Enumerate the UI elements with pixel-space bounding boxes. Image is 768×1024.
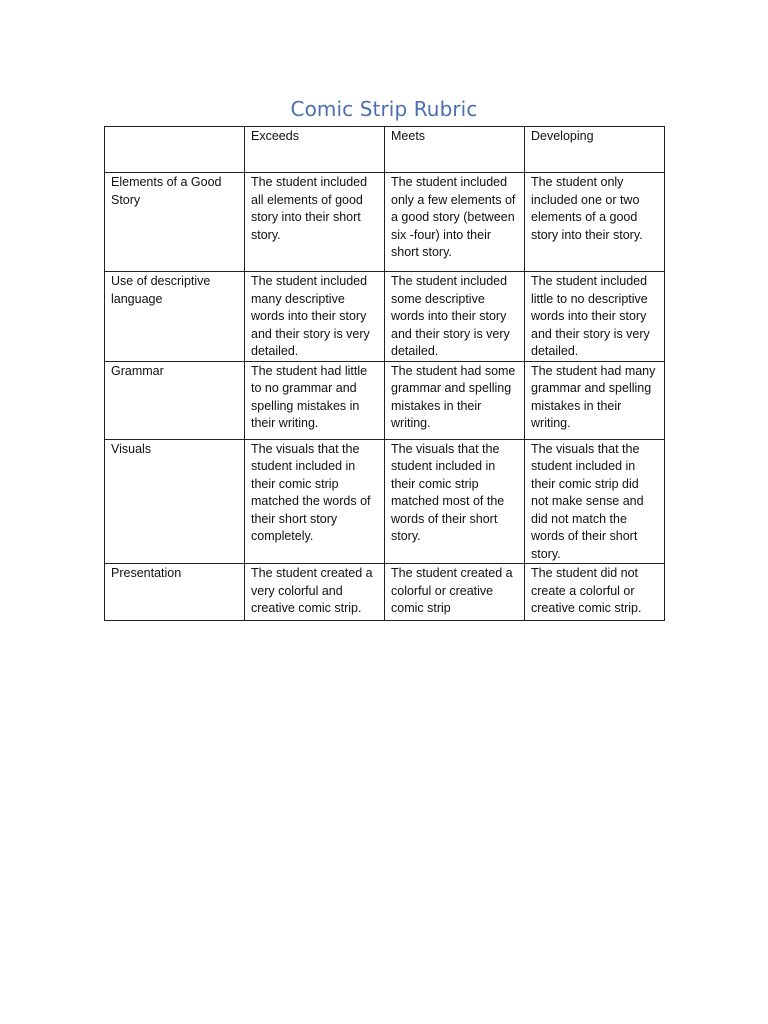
exceeds-cell: The student included many descriptive words into their story and their story is very detailed. bbox=[245, 272, 385, 362]
criterion-cell: Presentation bbox=[105, 564, 245, 621]
exceeds-cell: The visuals that the student included in their comic strip matched the words of their short story completely. bbox=[245, 439, 385, 564]
meets-cell: The student included some descriptive words into their story and their story is very detailed. bbox=[385, 272, 525, 362]
developing-cell: The student had many grammar and spelling mistakes in their writing. bbox=[525, 361, 665, 439]
criterion-cell: Visuals bbox=[105, 439, 245, 564]
table-row bbox=[105, 564, 665, 621]
exceeds-cell: The student included all elements of good story into their short story. bbox=[245, 173, 385, 272]
criterion-cell: Use of descriptive language bbox=[105, 272, 245, 362]
criterion-cell: Grammar bbox=[105, 361, 245, 439]
table-row bbox=[105, 173, 665, 272]
header-cell-criterion bbox=[105, 127, 245, 173]
table-row bbox=[105, 272, 665, 362]
meets-cell: The student had some grammar and spelling mistakes in their writing. bbox=[385, 361, 525, 439]
header-cell-exceeds: Exceeds bbox=[245, 127, 385, 173]
table-header-row bbox=[105, 127, 665, 173]
rubric-table bbox=[104, 126, 665, 621]
header-cell-developing: Developing bbox=[525, 127, 665, 173]
developing-cell: The student did not create a colorful or creative comic strip. bbox=[525, 564, 665, 621]
meets-cell: The visuals that the student included in their comic strip matched most of the words of their short story. bbox=[385, 439, 525, 564]
header-cell-meets: Meets bbox=[385, 127, 525, 173]
page-title: Comic Strip Rubric bbox=[290, 97, 478, 121]
exceeds-cell: The student had little to no grammar and spelling mistakes in their writing. bbox=[245, 361, 385, 439]
criterion-cell: Elements of a Good Story bbox=[105, 173, 245, 272]
meets-cell: The student created a colorful or creative comic strip bbox=[385, 564, 525, 621]
developing-cell: The student included little to no descriptive words into their story and their story is very detailed. bbox=[525, 272, 665, 362]
exceeds-cell: The student created a very colorful and creative comic strip. bbox=[245, 564, 385, 621]
developing-cell: The student only included one or two elements of a good story into their story. bbox=[525, 173, 665, 272]
table-row bbox=[105, 361, 665, 439]
meets-cell: The student included only a few elements of a good story (between six -four) into their short story. bbox=[385, 173, 525, 272]
developing-cell: The visuals that the student included in their comic strip did not make sense and did not match the words of their short story. bbox=[525, 439, 665, 564]
table-row bbox=[105, 439, 665, 564]
